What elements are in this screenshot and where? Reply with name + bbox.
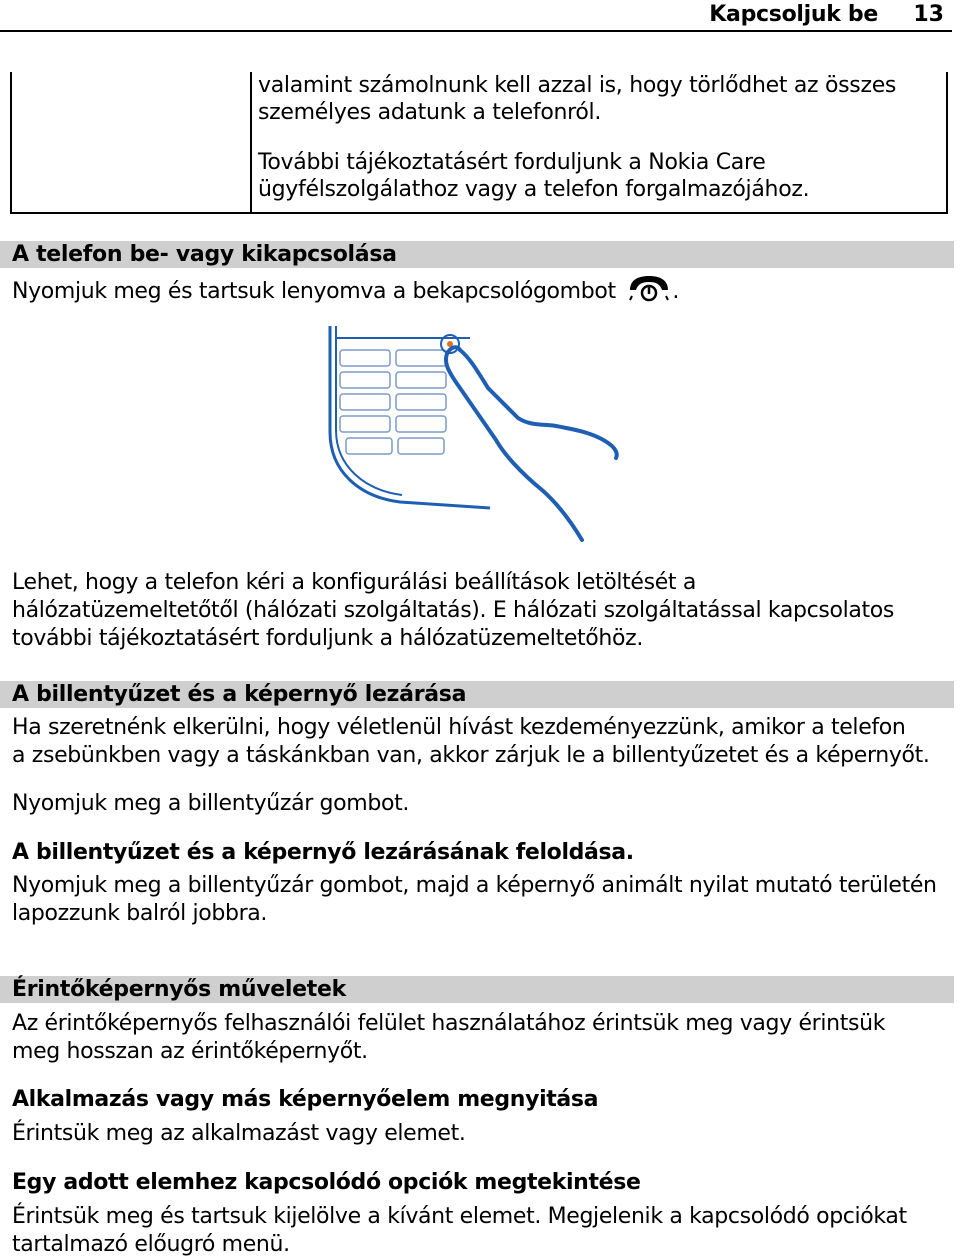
power-note-line: Lehet, hogy a telefon kéri a konfigurálási beállítások letöltését a [12,570,696,595]
power-instruction-end: . [672,279,680,304]
page-header [0,0,952,32]
touch-intro-line: meg hosszan az érintőképernyőt. [12,1039,368,1064]
section-title-touch: Érintőképernyős műveletek [12,977,346,1002]
unlock-text-line: lapozzunk balról jobbra. [12,901,268,926]
touch-intro [12,1010,950,1066]
power-note [12,569,950,653]
lock-instruction: Nyomjuk meg a billentyűzár gombot. [12,791,409,816]
power-key-icon [626,274,672,310]
section-bar-power [0,241,954,268]
section-title-lock: A billentyűzet és a képernyő lezárása [12,682,467,707]
note-paragraph-2 [258,149,938,203]
lock-intro-line: a zsebünkben vagy a táskánkban van, akkor zárjuk le a billentyűzetet és a képernyőt. [12,743,930,768]
power-note-line: hálózatüzemeltetőtől (hálózati szolgáltatás). E hálózati szolgáltatással kapcsolatos [12,598,895,623]
touch-intro-line: Az érintőképernyős felhasználói felület használatához érintsük meg vagy érintsük [12,1011,886,1036]
header-title: Kapcsoljuk be [709,2,878,27]
unlock-text-line: Nyomjuk meg a billentyűzár gombot, majd a képernyő animált nyilat mutató területén [12,873,937,898]
options-text [12,1203,950,1259]
page-number: 13 [913,2,944,27]
open-heading: Alkalmazás vagy más képernyőelem megnyitása [12,1087,599,1112]
unlock-text [12,872,950,928]
note-line: ügyfélszolgálathoz vagy a telefon forgalmazójához. [258,177,810,202]
lock-intro-line: Ha szeretnénk elkerülni, hogy véletlenül hívást kezdeményezzünk, amikor a telefon [12,715,906,740]
power-instruction [12,274,950,310]
note-line: valamint számolnunk kell azzal is, hogy törlődhet az összes [258,73,897,98]
options-text-line: tartalmazó előugró menü. [12,1232,290,1257]
section-bar-touch [0,976,954,1003]
options-heading: Egy adott elemhez kapcsolódó opciók megtekintése [12,1170,641,1195]
power-note-line: további tájékoztatásért forduljunk a hálózatüzemeltetőhöz. [12,626,643,651]
options-text-line: Érintsük meg és tartsuk kijelölve a kívánt elemet. Megjelenik a kapcsolódó opciókat [12,1204,907,1229]
note-line: személyes adatunk a telefonról. [258,100,602,125]
section-bar-lock [0,681,954,708]
note-paragraph-1 [258,72,938,126]
note-box [10,72,948,214]
note-line: További tájékoztatásért forduljunk a Nokia Care [258,150,766,175]
box-divider [250,72,252,212]
open-text: Érintsük meg az alkalmazást vagy elemet. [12,1121,466,1146]
phone-power-illustration [320,322,630,546]
unlock-heading: A billentyűzet és a képernyő lezárásának feloldása. [12,840,634,865]
power-instruction-text: Nyomjuk meg és tartsuk lenyomva a bekapcsológombot [12,279,616,304]
lock-intro [12,714,950,770]
section-title-power: A telefon be- vagy kikapcsolása [12,242,397,267]
